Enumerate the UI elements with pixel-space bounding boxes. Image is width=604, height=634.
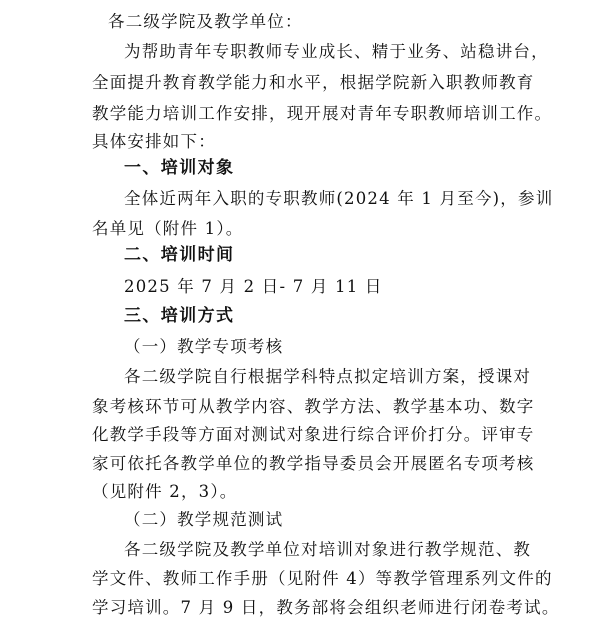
subsection1-line-1: 各二级学院自行根据学科特点拟定培训方案，授课对 bbox=[124, 367, 532, 386]
subsection1-line-2: 象考核环节可从教学内容、教学方法、教学基本功、数字 bbox=[92, 397, 535, 416]
section1-line-2: 名单见（附件 1）。 bbox=[92, 219, 244, 238]
intro-line-2: 全面提升教育教学能力和水平，根据学院新入职教师教育 bbox=[92, 73, 535, 92]
subsection1-line-5: （见附件 2，3）。 bbox=[92, 482, 238, 501]
subsection2-line-2: 学文件、教师工作手册（见附件 4）等教学管理系列文件的 bbox=[92, 569, 553, 588]
section2-heading: 二、培训时间 bbox=[124, 245, 235, 265]
subsection1-line-3: 化教学手段等方面对测试对象进行综合评价打分。评审专 bbox=[92, 425, 535, 444]
subsection1-heading: （一）教学专项考核 bbox=[124, 337, 284, 356]
salutation: 各二级学院及教学单位： bbox=[108, 12, 303, 31]
section1-line-1: 全体近两年入职的专职教师(2024 年 1 月至今)，参训 bbox=[124, 189, 554, 208]
subsection1-line-4: 家可依托各教学单位的教学指导委员会开展匿名专项考核 bbox=[92, 454, 535, 473]
subsection2-line-3: 学习培训。7 月 9 日，教务部将会组织老师进行闭卷考试。 bbox=[92, 598, 560, 617]
section2-text: 2025 年 7 月 2 日- 7 月 11 日 bbox=[124, 277, 383, 296]
intro-line-4: 具体安排如下： bbox=[92, 132, 216, 151]
section3-heading: 三、培训方式 bbox=[124, 306, 235, 326]
subsection2-line-1: 各二级学院及教学单位对培训对象进行教学规范、教 bbox=[124, 540, 532, 559]
subsection2-heading: （二）教学规范测试 bbox=[124, 510, 284, 529]
intro-line-3: 教学能力培训工作安排，现开展对青年专职教师培训工作。 bbox=[92, 104, 553, 123]
section1-heading: 一、培训对象 bbox=[124, 158, 235, 178]
intro-line-1: 为帮助青年专职教师专业成长、精于业务、站稳讲台， bbox=[124, 42, 549, 61]
